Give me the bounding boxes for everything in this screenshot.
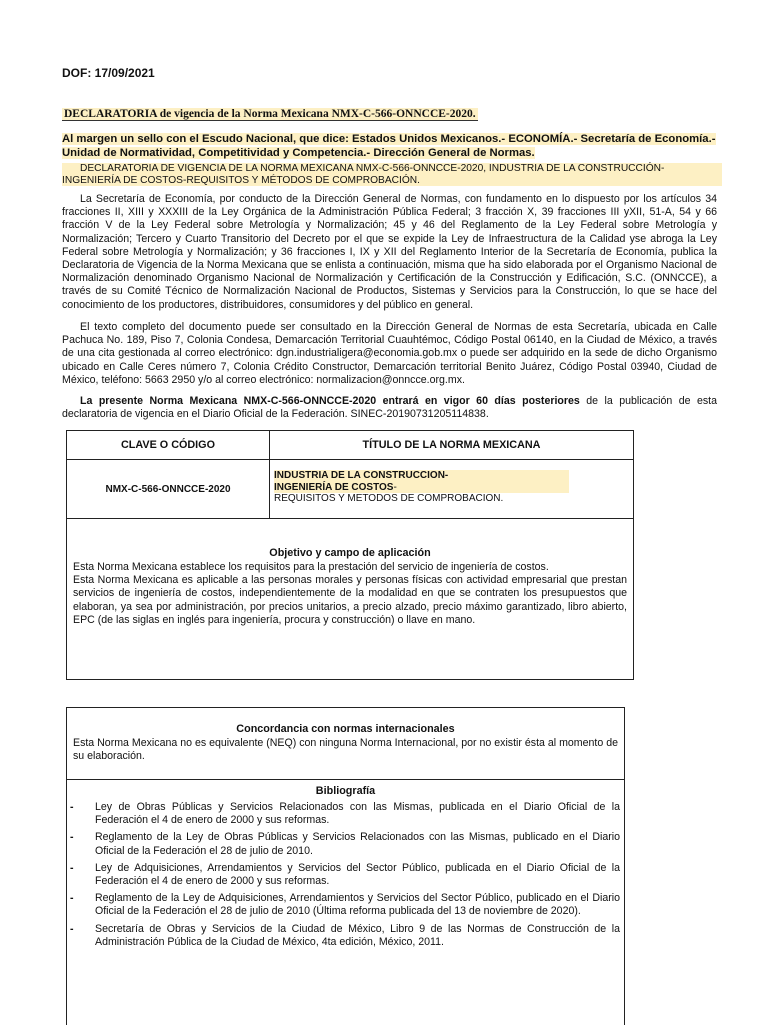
list-item: - Secretaría de Obras y Servicios de la Ciudad de México, Libro 9 de las Normas de Construcción de la Administración Pública de la Ciudad de México, 4ta edición, México, 2011.: [70, 922, 620, 948]
declaratoria-subtitle: DECLARATORIA DE VIGENCIA DE LA NORMA MEXICANA NMX-C-566-ONNCCE-2020, INDUSTRIA DE LA CONSTRUCCIÓN-INGENIERÍA DE COSTOS-REQUISITOS Y MÉTODOS DE COMPROBACIÓN.: [62, 163, 722, 186]
list-item: - Reglamento de la Ley de Adquisiciones, Arrendamientos y Servicios del Sector Público, publicado en el Diario Oficial de la Federación el 28 de julio de 2010 (Última reforma publicada del 13 de noviembre de 2020).: [70, 892, 620, 918]
list-item: - Ley de Obras Públicas y Servicios Relacionados con las Mismas, publicada en el Diario Oficial de la Federación el 4 de enero de 2000 y sus reformas.: [70, 801, 620, 827]
dof-date: DOF: 17/09/2021: [62, 66, 155, 80]
objetivo-heading: Objetivo y campo de aplicación: [269, 547, 431, 559]
norm-title-line-2: INGENIERÍA DE COSTOS-: [274, 482, 569, 494]
bibliografia-heading: Bibliografía: [315, 785, 376, 797]
col-header-titulo: TÍTULO DE LA NORMA MEXICANA: [270, 431, 634, 460]
norm-table-header-row: [67, 431, 634, 460]
list-item: - Reglamento de la Ley de Obras Públicas y Servicios Relacionados con las Mismas, publicado en el Diario Oficial de la Federación el 28 de julio de 2010.: [70, 831, 620, 857]
paragraph-fundamento: La Secretaría de Economía, por conducto de la Dirección General de Normas, con fundamento en lo dispuesto por los artículos 34 fracciones II, XIII y XXXIII de la Ley Orgánica de la Administración Pública Federal; 3 fracción X, 39 fracciones III yXII, 51-A, 54 y 66 fracción V de la Ley Federal sobre Metrología y Normalización; 45 y 46 del Reglamento de la Ley Federal sobre Metrología y Normalización; Tercero y Cuarto Transitorio del Decreto por el que se expide la Ley de Infraestructura de la Calidad yse abroga la Ley Federal sobre Metrología y Normalización; y 36 fracciones I, IX y XII del Reglamento Interior de la Secretaría de Economía, publica la Declaratoria de Vigencia de la Norma Mexicana que se enlista a continuación, misma que ha sido elaborada por el Organismo Nacional de Normalización denominado Organismo Nacional de Normalización y Certificación de la Construcción y Edificación, S.C. (ONNCCE), a través de su Comité Técnico de Normalización Nacional de Productos, Sistemas y Servicios para la Construcción, lo que se hace del conocimiento de los productores, distribuidores, consumidores y del público en general.: [62, 193, 717, 311]
list-item: - Ley de Adquisiciones, Arrendamientos y Servicios del Sector Público, publicada en el Diario Oficial de la Federación el 4 de enero de 2000 y sus reformas.: [70, 861, 620, 888]
objetivo-cell: [67, 519, 634, 680]
objetivo-text-1: Esta Norma Mexicana establece los requisitos para la prestación del servicio de ingeniería de costos.: [73, 561, 549, 573]
norm-code: NMX-C-566-ONNCCE-2020: [67, 460, 270, 519]
norm-title-cell: [270, 460, 634, 519]
box-divider: [67, 779, 624, 780]
vigencia-rest: de la publicación de esta declaratoria de vigencia en el Diario Oficial de la Federación. SINEC-20190731205114838.: [62, 395, 717, 421]
bullet-dash: -: [70, 801, 74, 813]
paragraph-consulta: El texto completo del documento puede ser consultado en la Dirección General de Normas de esta Secretaría, ubicada en Calle Pachuca No. 189, Piso 7, Colonia Condesa, Demarcación Territorial Cuauhtémoc, Código Postal 06140, en la Ciudad de México, a través de una cita gestionada al correo electrónico: dgn.industrialigera@economia.gob.mx o puede ser adquirido en la sede de dicho Organismo ubicado en Calle Ceres número 7, Colonia Crédito Constructor, Demarcación territorial Benito Juárez, Código Postal 03940, Ciudad de México, teléfono: 5663 2950 y/o al correo electrónico: normalizacion@onncce.org.mx.: [62, 321, 717, 386]
bullet-dash: -: [70, 922, 74, 935]
objetivo-row: [67, 519, 634, 680]
norm-title-line-3: REQUISITOS Y METODOS DE COMPROBACION.: [274, 493, 504, 504]
vigencia-bold: La presente Norma Mexicana NMX-C-566-ONNCCE-2020 entrará en vigor 60 días posteriores: [80, 395, 580, 407]
concordancia-heading: Concordancia con normas internacionales: [236, 723, 455, 735]
declaratoria-title: DECLARATORIA de vigencia de la Norma Mexicana NMX-C-566-ONNCCE-2020.: [64, 108, 476, 120]
norm-table: [66, 430, 634, 680]
bullet-dash: -: [70, 892, 74, 905]
bibliografia-list: [67, 801, 624, 953]
concordancia-bibliografia-box: [66, 707, 625, 1025]
paragraph-vigencia: [62, 395, 717, 421]
norm-title-line-1: INDUSTRIA DE LA CONSTRUCCION-: [274, 470, 569, 482]
objetivo-text-2: Esta Norma Mexicana es aplicable a las personas morales y personas físicas con actividad empresarial que prestan servicios de ingeniería de costos, independientemente de la modalidad en que se contraten los presupuestos que elaboran, ya sea por administración, por precios unitarios, a precio alzado, precio máximo garantizado, libro abierto, EPC (de las siglas en inglés para ingeniería, procura y construcción) o llave en mano.: [73, 574, 627, 626]
bullet-dash: -: [70, 861, 74, 874]
concordancia-text: Esta Norma Mexicana no es equivalente (NEQ) con ninguna Norma Internacional, por no existir ésta al momento de su elaboración.: [73, 737, 618, 763]
margin-seal-line: Al margen un sello con el Escudo Nacional, que dice: Estados Unidos Mexicanos.- ECONOMÍA.- Secretaría de Economía.- Unidad de Normatividad, Competitividad y Competencia.- Dirección General de Normas.: [62, 133, 716, 159]
col-header-clave: CLAVE O CÓDIGO: [67, 431, 270, 460]
norm-table-row: [67, 460, 634, 519]
bullet-dash: -: [70, 831, 74, 844]
margin-seal-text: [62, 133, 722, 160]
